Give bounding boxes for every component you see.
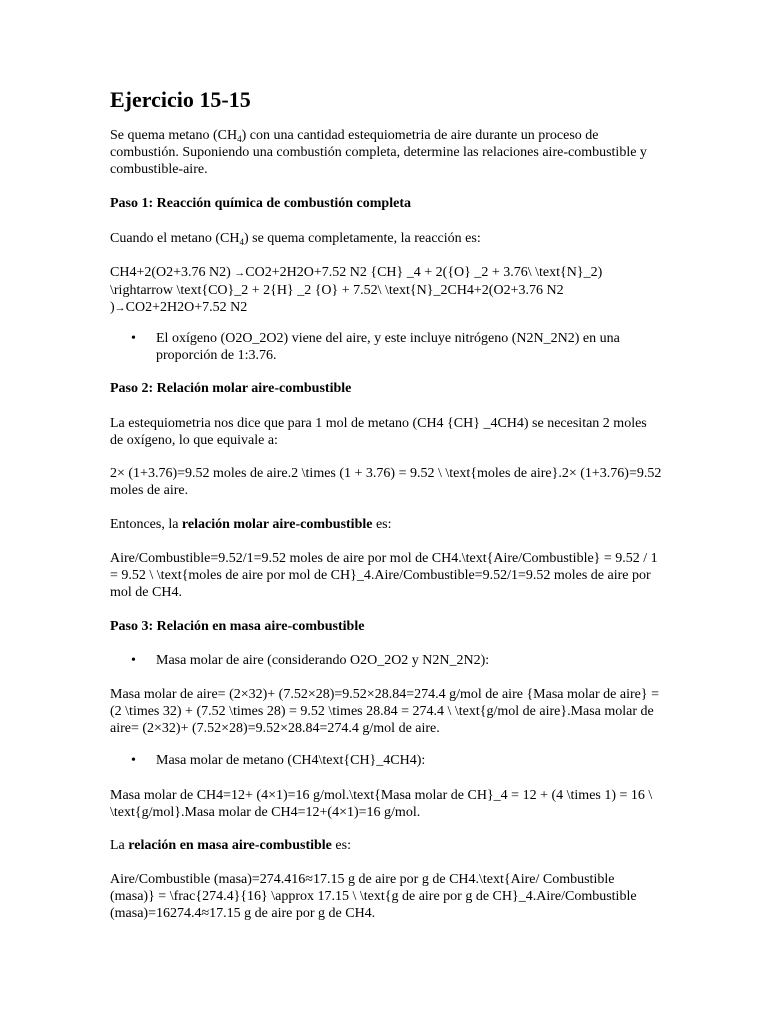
- step2-then-a: Entonces, la: [110, 517, 182, 532]
- reaction-equation: [110, 264, 662, 317]
- step3-ratio-a: La: [110, 838, 129, 853]
- step3-heading: Paso 3: Relación en masa aire-combustible: [110, 619, 365, 634]
- step2-calculation: 2× (1+3.76)=9.52 moles de aire.2 \times (1 + 3.76) = 9.52 \ \text{moles de aire}.2× (1+3.76)=9.52 moles de aire.: [110, 466, 662, 498]
- reaction-eq-b: CO2+2H2O+7.52 N2 {CH} _4 + 2({O} _2 + 3.76\ \text{N}_2) \rightarrow \text{CO}_2 + 2{H} _2 {O} + 7.52\ \text{N}_2CH4+2(O2+3.76 N2 ): [110, 265, 603, 315]
- step1-subscript: 4: [239, 237, 244, 247]
- methane-molar-mass-calc: Masa molar de CH4=12+ (4×1)=16 g/mol.\text{Masa molar de CH}_4 = 12 + (4 \times 1) = 16 \ \text{g/mol}.Masa molar de CH4=12+(4×1)=16 g/mol.: [110, 788, 653, 820]
- reaction-arrow-icon: →: [234, 267, 246, 279]
- step3-ratio-bold: relación en masa aire-combustible: [128, 838, 332, 853]
- bullet-icon: •: [131, 753, 136, 768]
- step1-heading: Paso 1: Reacción química de combustión completa: [110, 196, 411, 211]
- list-item: [110, 752, 662, 769]
- step2-then-bold: relación molar aire-combustible: [181, 517, 373, 532]
- bullet-icon: •: [131, 331, 136, 346]
- step2-result: Aire/Combustible=9.52/1=9.52 moles de aire por mol de CH4.\text{Aire/Combustible} = 9.52 / 1 = 9.52 \ \text{moles de aire por mol de CH}_4.Aire/Combustible=9.52/1=9.52 moles de aire por mol de CH4.: [110, 551, 658, 600]
- intro-text-b: ) con una cantidad estequiometria de aire durante un proceso de combustión. Suponiendo una combustión completa, determine las relaciones aire-combustible y combustible-aire.: [110, 128, 647, 177]
- step3-ratio-result: Aire/Combustible (masa)=274.416≈17.15 g de aire por g de CH4.\text{Aire/ Combustible (masa)} = \frac{274.4}{16} \approx 17.15 \ \text{g de aire por g de CH}_4.Aire/Combustible (masa)=16274.4≈17.15 g de aire por g de CH4.: [110, 872, 637, 921]
- step3-ratio-b: es:: [331, 838, 351, 853]
- reaction-eq-c: CO2+2H2O+7.52 N2: [125, 300, 248, 315]
- reaction-arrow-icon-2: →: [114, 302, 126, 314]
- step2-text: La estequiometria nos dice que para 1 mol de metano (CH4 {CH} _4CH4) se necesitan 2 moles de oxígeno, lo que equivale a:: [110, 416, 647, 448]
- step1-text-a: Cuando el metano (CH: [110, 231, 240, 246]
- step3-ratio-intro: [110, 837, 662, 854]
- bullet-icon: •: [131, 653, 136, 668]
- oxygen-note: El oxígeno (O2O_2O2) viene del aire, y este incluye nitrógeno (N2N_2N2) en una proporción de 1:3.76.: [156, 331, 620, 363]
- page-title: Ejercicio 15-15: [110, 87, 251, 112]
- air-molar-mass-calc: Masa molar de aire= (2×32)+ (7.52×28)=9.52×28.84=274.4 g/mol de aire {Masa molar de aire} = (2 \times 32) + (7.52 \times 28) = 9.52 \times 28.84 = 274.4 \ \text{g/mol de aire}.Masa molar de aire= (2×32)+ (7.52×28)=9.52×28.84=274.4 g/mol de aire.: [110, 687, 659, 736]
- reaction-eq-a: CH4+2(O2+3.76 N2): [110, 265, 235, 280]
- list-item: [110, 330, 662, 364]
- air-molar-mass-label: Masa molar de aire (considerando O2O_2O2 y N2N_2N2):: [156, 653, 490, 668]
- list-item: [110, 652, 662, 669]
- step2-heading: Paso 2: Relación molar aire-combustible: [110, 381, 352, 396]
- methane-molar-mass-label: Masa molar de metano (CH4\text{CH}_4CH4):: [156, 753, 426, 768]
- intro-paragraph: [110, 127, 662, 178]
- intro-subscript: 4: [237, 134, 242, 144]
- step2-then: [110, 516, 662, 533]
- intro-text-a: Se quema metano (CH: [110, 128, 238, 143]
- step1-text: [110, 230, 662, 247]
- step2-then-b: es:: [372, 517, 392, 532]
- step1-text-b: ) se quema completamente, la reacción es:: [243, 231, 481, 246]
